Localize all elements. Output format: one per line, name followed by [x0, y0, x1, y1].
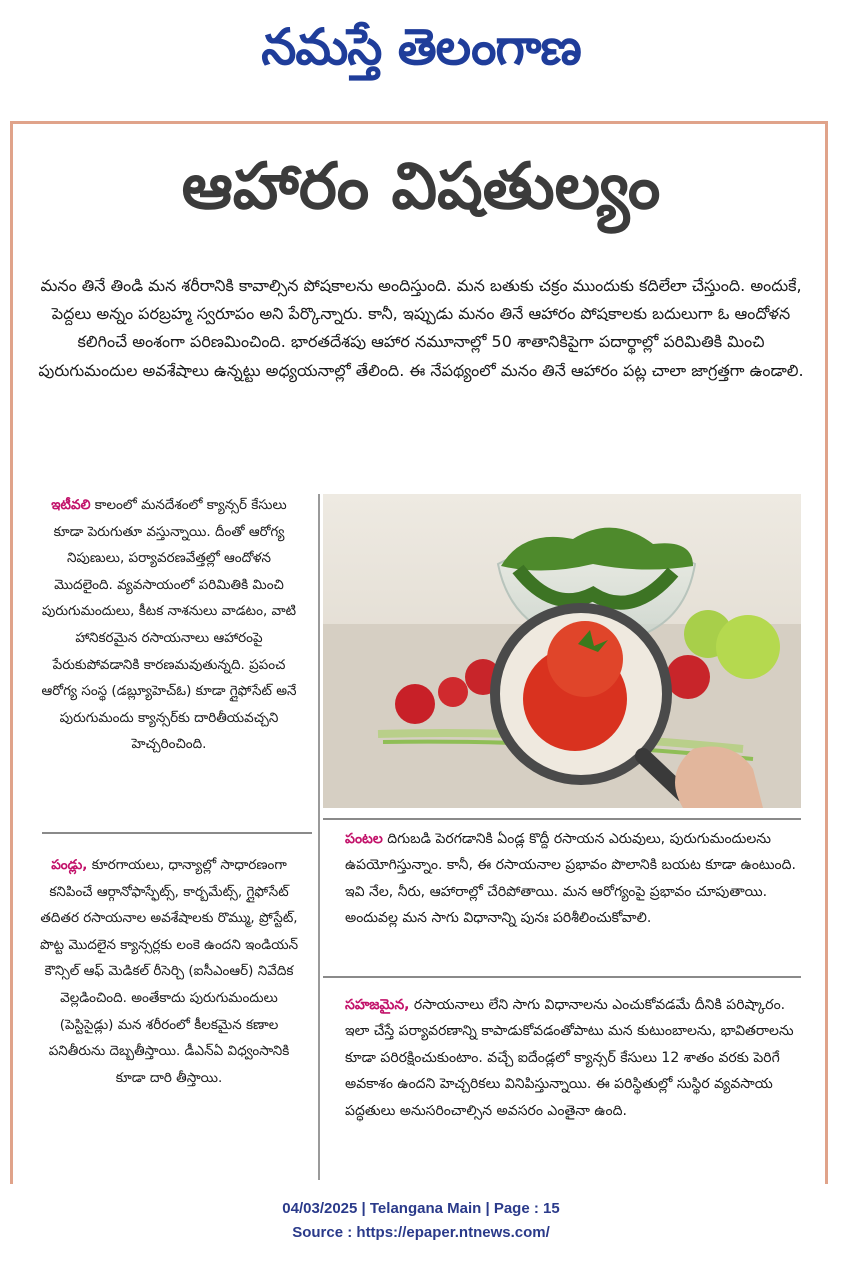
column-divider [42, 832, 312, 834]
column-lead: పంటల [345, 831, 383, 847]
footer-source: Source : https://epaper.ntnews.com/ [292, 1224, 550, 1241]
column-body: కాలంలో మనదేశంలో క్యాన్సర్ కేసులు కూడా పెరుగుతూ వస్తున్నాయి. దీంతో ఆరోగ్య నిపుణులు, పర్యావరణవేత్తల్లో ఆందోళన మొదలైంది. వ్యవసాయంలో పరిమితికి మించి పురుగుమందులు, కీటక నాశనులు వాడటం, వాటి హానికరమైన రసాయనాలు ఆహారంపై పేరుకుపోవడానికి కారణమవుతున్నది. ప్రపంచ ఆరోగ్య సంస్థ (డబ్ల్యూహెచ్ఓ) కూడా గ్లైఫోసేట్ అనే పురుగుమందు క్యాన్సర్‌కు దారితీయవచ్చని హెచ్చరించింది. [41, 497, 297, 753]
footer-date-edition: 04/03/2025 | Telangana Main | Page : 15 [282, 1200, 560, 1217]
column-body: రసాయనాలు లేని సాగు విధానాలను ఎంచుకోవడమే దీనికి పరిష్కారం. ఇలా చేస్తే పర్యావరణాన్ని కాపాడుకోవడంతోపాటు మన కుటుంబాలను, భావితరాలను కూడా పరిరక్షించుకుంటాం. వచ్చే ఐదేండ్లలో క్యాన్సర్ కేసులు 12 శాతం వరకు పెరిగే అవకాశం ఉందని హెచ్చరికలు వినిపిస్తున్నాయి. ఈ పరిస్థితుల్లో సుస్థిర వ్యవసాయ పద్ధతులు అనుసరించాల్సిన అవసరం ఎంతైనా ఉంది. [345, 997, 794, 1119]
column-body: దిగుబడి పెరగడానికి ఏండ్ల కొద్దీ రసాయన ఎరువులు, పురుగుమందులను ఉపయోగిస్తున్నాం. కానీ, ఈ రసాయనాల ప్రభావం పొలానికి బయట కూడా ఉంటుంది. ఇవి నేల, నీరు, ఆహారాల్లో చేరిపోతాయి. మన ఆరోగ్యంపై ప్రభావం చూపుతాయి. అందువల్ల మన సాగు విధానాన్ని పునః పరిశీలించుకోవాలి. [345, 831, 796, 927]
column-lead: ఇటీవలి [51, 497, 91, 513]
column-fruits [38, 852, 300, 1091]
column-natural-farming [345, 992, 805, 1124]
article-intro: మనం తినే తిండి మన శరీరానికి కావాల్సిన పోషకాలను అందిస్తుంది. మన బతుకు చక్రం ముందుకు కదిలేలా చేస్తుంది. అందుకే, పెద్దలు అన్నం పరబ్రహ్మ స్వరూపం అని పేర్కొన్నారు. కానీ, ఇప్పుడు మనం తినే ఆహారం పోషకాలకు బదులుగా ఓ ఆందోళన కలిగించే అంశంగా పరిణమించింది. భారతదేశపు ఆహార నమూనాల్లో 50 శాతానికిపైగా పదార్థాల్లో పరిమితికి మించి పురుగుమందుల అవశేషాలు ఉన్నట్టు అధ్యయనాల్లో తేలింది. ఈ నేపథ్యంలో మనం తినే ఆహారం పట్ల చాలా జాగ్రత్తగా ఉండాలి. [38, 276, 804, 380]
vegetables-magnifier-photo [323, 494, 801, 808]
column-recent-cancer [38, 492, 300, 758]
photo-divider [323, 818, 801, 820]
column-lead: పండ్లు, [51, 857, 88, 873]
column-divider [323, 976, 801, 978]
column-crops [345, 826, 805, 932]
masthead-title: నమస్తే తెలంగాణ [261, 18, 581, 76]
column-separator [318, 494, 320, 1180]
article-headline: ఆహారం విషతుల్యం [181, 150, 661, 224]
column-body: కూరగాయలు, ధాన్యాల్లో సాధారణంగా కనిపించే ఆర్గానోఫాస్ఫేట్స్, కార్బమేట్స్, గ్లైఫోసేట్ తదితర రసాయనాల అవశేషాలకు రొమ్ము, ప్రోస్టేట్, పొట్ట మొదలైన క్యాన్సర్లకు లంకె ఉందని ఇండియన్ కౌన్సిల్ ఆఫ్ మెడికల్ రీసెర్చి (ఐసీఎంఆర్) నివేదిక వెల్లడించింది. అంతేకాదు పురుగుమందులు (పెస్టిసైడ్లు) మన శరీరంలో కీలకమైన కణాల పనితీరును దెబ్బతీస్తాయి. డీఎన్ఏ విధ్వంసానికి కూడా దారి తీస్తాయి. [39, 857, 299, 1086]
column-lead: సహజమైన, [345, 997, 410, 1013]
